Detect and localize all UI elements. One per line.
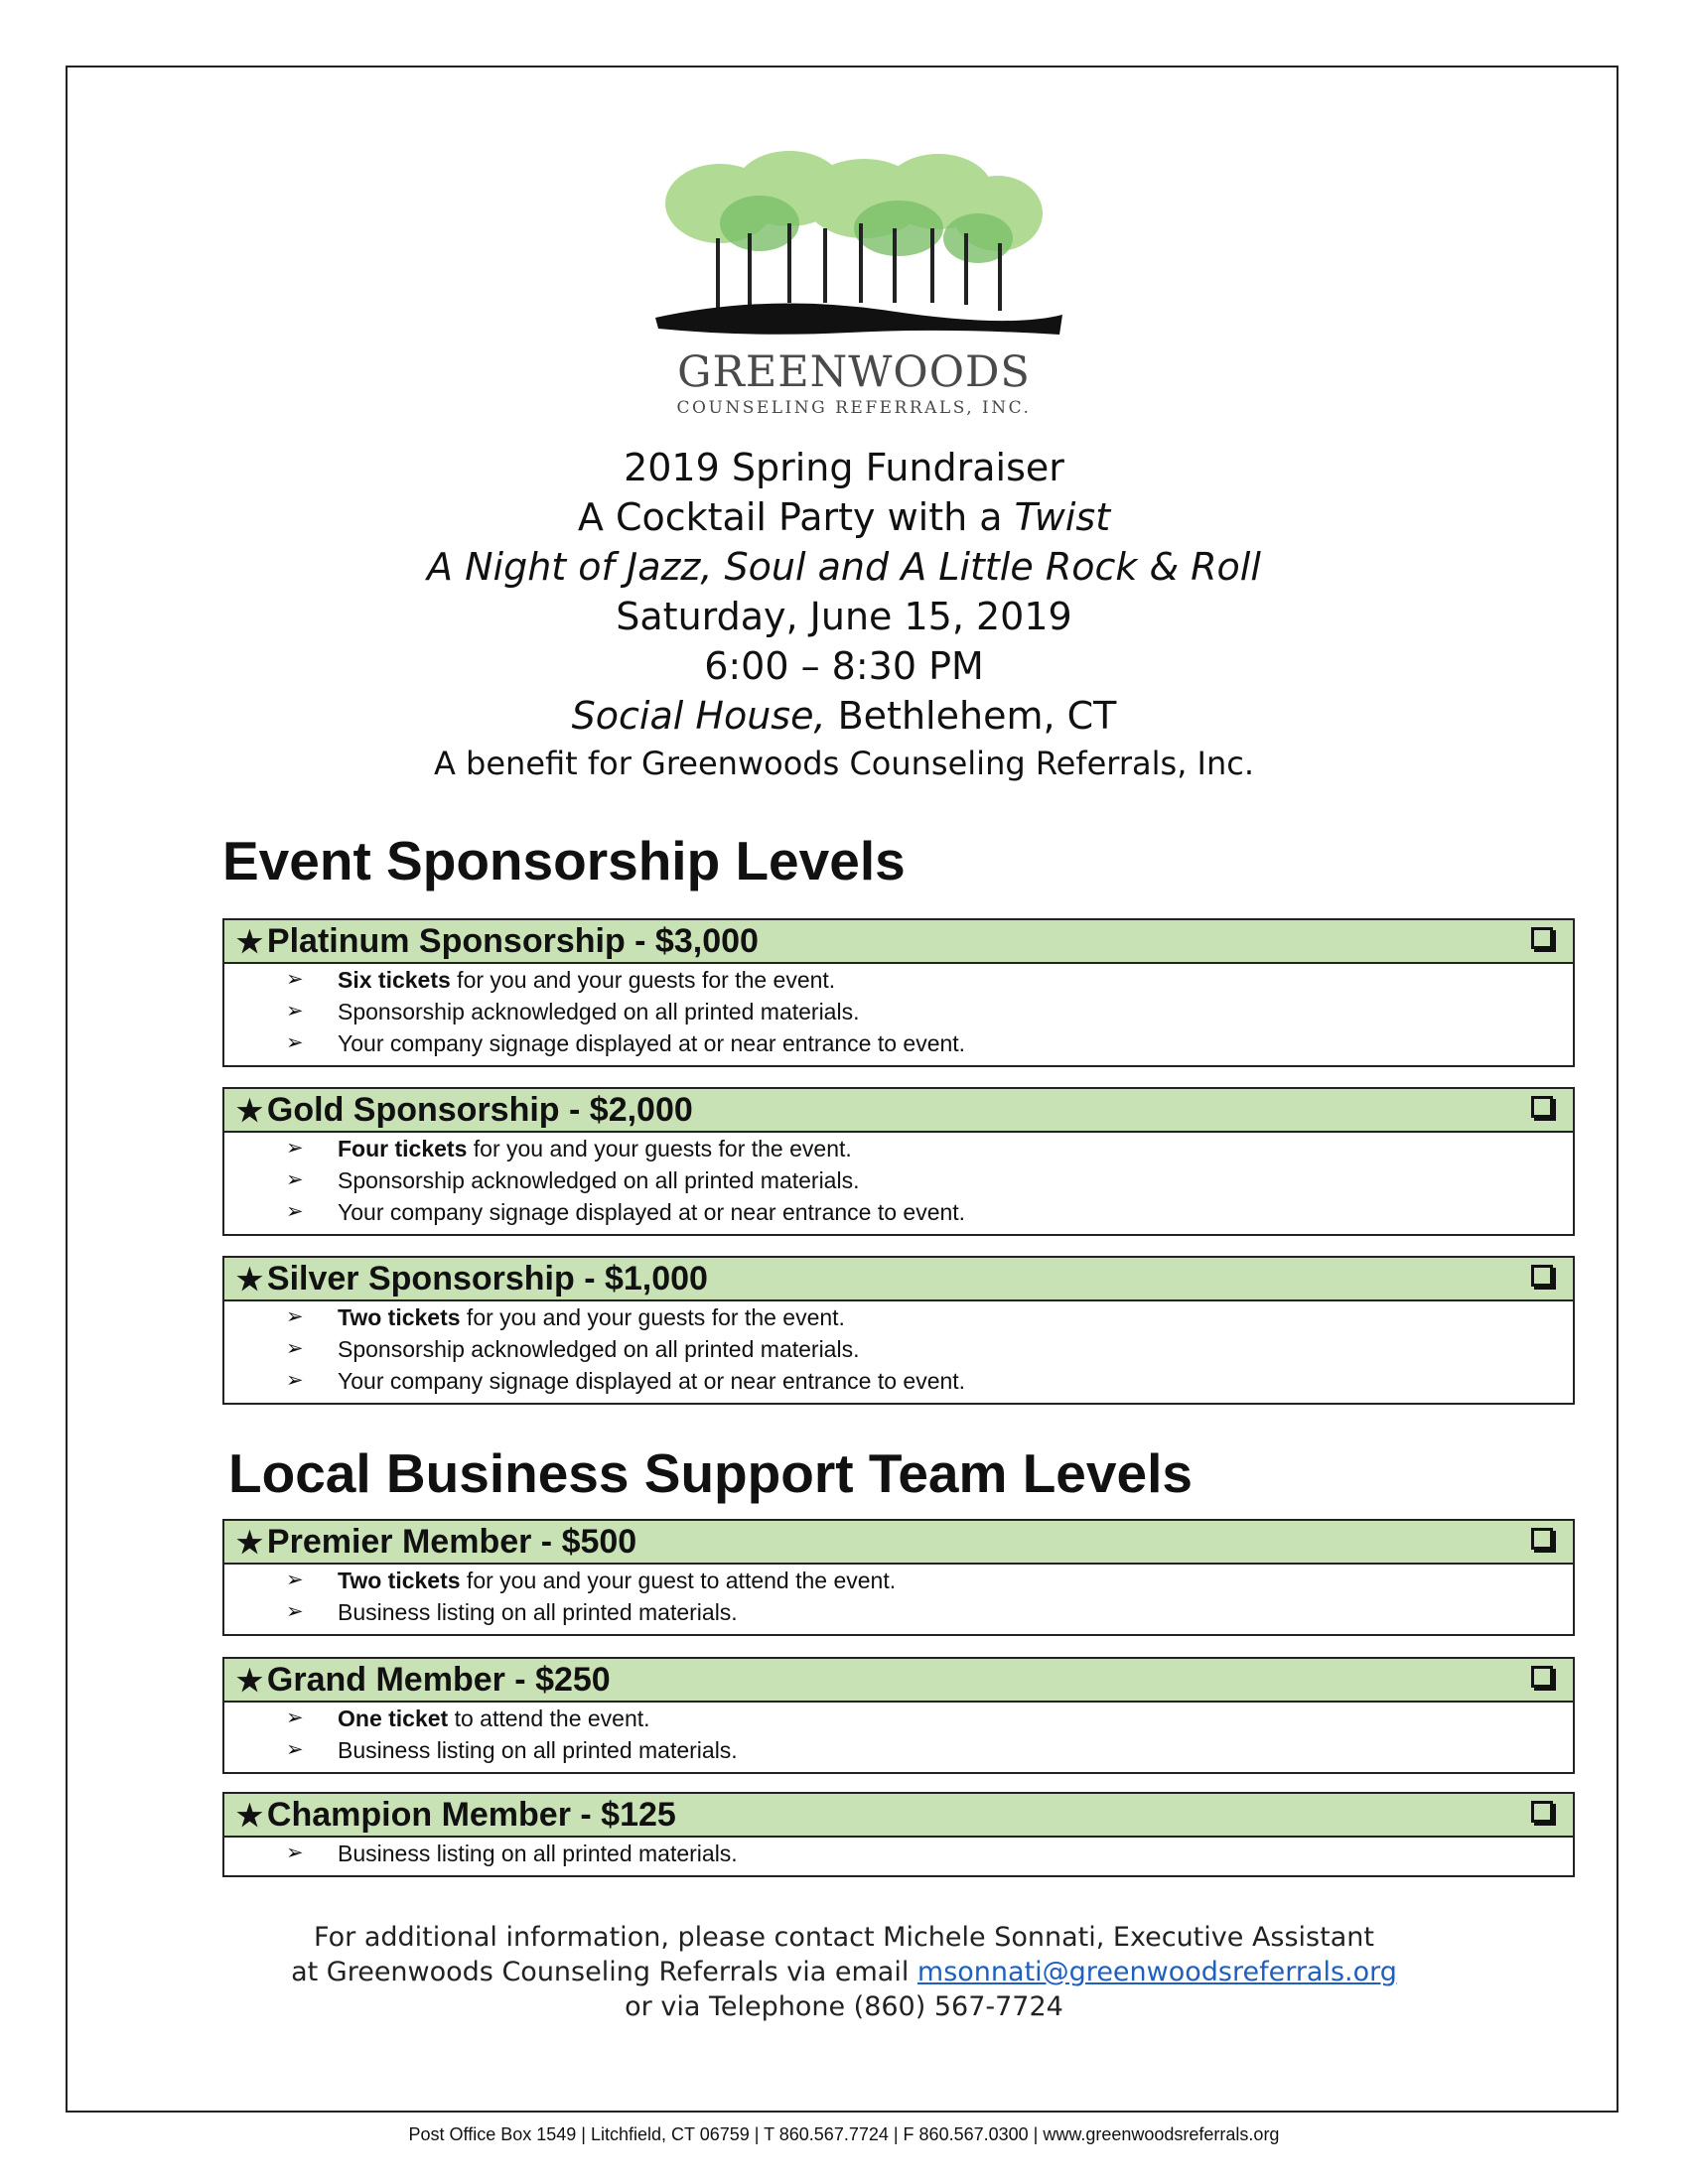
item-text xyxy=(338,999,859,1025)
item-plain-text: for you and your guests for the event. xyxy=(460,1304,845,1330)
list-item xyxy=(224,1029,1573,1061)
arrow-bullet-icon: ➢ xyxy=(286,1337,304,1360)
item-text xyxy=(338,1167,859,1194)
star-icon: ★ xyxy=(236,1264,263,1297)
level-header xyxy=(224,1258,1573,1301)
item-text xyxy=(338,1304,845,1331)
list-item xyxy=(224,1567,1573,1598)
level-items xyxy=(224,1565,1573,1634)
star-icon: ★ xyxy=(236,1665,263,1698)
sponsorship-level xyxy=(222,1792,1575,1877)
level-title xyxy=(236,1661,611,1700)
item-text xyxy=(338,1136,852,1162)
item-bold-text: Six tickets xyxy=(338,967,451,993)
arrow-bullet-icon: ➢ xyxy=(286,1600,304,1623)
level-title-text: Champion Member - $125 xyxy=(266,1796,676,1834)
contact-line-1: For additional information, please contact Michele Sonnati, Executive Assistant xyxy=(314,1922,1374,1953)
level-checkbox[interactable] xyxy=(1531,927,1553,949)
trees-logo-graphic xyxy=(650,144,1067,342)
event-title-italic: Twist xyxy=(1014,495,1111,539)
level-checkbox[interactable] xyxy=(1531,1528,1553,1550)
contact-line-2 xyxy=(248,1955,1440,1989)
item-plain-text: for you and your guests for the event. xyxy=(450,967,836,993)
level-title-text: Grand Member - $250 xyxy=(266,1661,611,1699)
item-text xyxy=(338,1336,859,1363)
list-item xyxy=(224,1840,1573,1871)
item-plain-text: to attend the event. xyxy=(448,1706,650,1731)
level-header xyxy=(224,1659,1573,1703)
contact-email-link[interactable]: msonnati@greenwoodsreferrals.org xyxy=(916,1957,1397,1987)
event-title xyxy=(298,492,1390,542)
event-info xyxy=(298,443,1390,786)
level-checkbox[interactable] xyxy=(1531,1801,1553,1823)
footer-address: Post Office Box 1549 | Litchfield, CT 06759 | T 860.567.7724 | F 860.567.0300 | www.greenwoodsreferrals.org xyxy=(408,2124,1280,2144)
level-title xyxy=(236,1091,693,1130)
sponsorship-level xyxy=(222,1087,1575,1236)
level-title xyxy=(236,1523,636,1562)
event-benefit: A benefit for Greenwoods Counseling Referrals, Inc. xyxy=(433,745,1255,782)
level-title xyxy=(236,922,759,961)
logo-subtitle: COUNSELING REFERRALS, INC. xyxy=(676,398,1032,418)
arrow-bullet-icon: ➢ xyxy=(286,1031,304,1054)
event-time: 6:00 – 8:30 PM xyxy=(704,644,984,688)
list-item xyxy=(224,998,1573,1029)
list-item xyxy=(224,1598,1573,1630)
level-title-text: Gold Sponsorship - $2,000 xyxy=(266,1091,693,1129)
sponsorship-level xyxy=(222,1256,1575,1405)
item-bold-text: One ticket xyxy=(338,1706,449,1731)
sponsorship-level xyxy=(222,1657,1575,1774)
item-plain-text: Sponsorship acknowledged on all printed materials. xyxy=(338,999,860,1024)
level-title xyxy=(236,1260,708,1298)
venue-name: Social House, xyxy=(571,694,826,738)
sponsorship-level xyxy=(222,1519,1575,1636)
item-plain-text: Your company signage displayed at or near entrance to event. xyxy=(338,1199,966,1225)
fundraiser-title: 2019 Spring Fundraiser xyxy=(624,446,1064,489)
arrow-bullet-icon: ➢ xyxy=(286,1842,304,1864)
star-icon: ★ xyxy=(236,926,263,959)
item-text xyxy=(338,1368,965,1395)
item-bold-text: Two tickets xyxy=(338,1568,461,1593)
level-header xyxy=(224,920,1573,964)
item-plain-text: Your company signage displayed at or near entrance to event. xyxy=(338,1368,966,1394)
list-item xyxy=(224,1135,1573,1166)
arrow-bullet-icon: ➢ xyxy=(286,1200,304,1223)
item-plain-text: Sponsorship acknowledged on all printed materials. xyxy=(338,1167,860,1193)
item-text xyxy=(338,1568,896,1594)
level-title-text: Premier Member - $500 xyxy=(266,1523,637,1561)
event-subtitle: A Night of Jazz, Soul and A Little Rock & Roll xyxy=(427,545,1261,589)
list-item xyxy=(224,1367,1573,1399)
item-text xyxy=(338,967,835,994)
local-business-heading: Local Business Support Team Levels xyxy=(228,1442,1193,1504)
item-text xyxy=(338,1030,965,1057)
item-plain-text: Business listing on all printed materials. xyxy=(338,1841,738,1866)
item-text xyxy=(338,1199,965,1226)
event-title-plain: A Cocktail Party with a xyxy=(577,495,1015,539)
item-plain-text: Your company signage displayed at or near entrance to event. xyxy=(338,1030,966,1056)
greenwoods-logo xyxy=(650,144,1067,422)
list-item xyxy=(224,1705,1573,1736)
item-bold-text: Two tickets xyxy=(338,1304,461,1330)
level-checkbox[interactable] xyxy=(1531,1666,1553,1688)
level-items xyxy=(224,1133,1573,1234)
level-title xyxy=(236,1796,676,1835)
level-items xyxy=(224,964,1573,1065)
arrow-bullet-icon: ➢ xyxy=(286,1569,304,1591)
item-text xyxy=(338,1841,738,1867)
level-items xyxy=(224,1838,1573,1875)
level-title-text: Platinum Sponsorship - $3,000 xyxy=(266,922,759,960)
level-items xyxy=(224,1301,1573,1403)
star-icon: ★ xyxy=(236,1527,263,1560)
level-header xyxy=(224,1794,1573,1838)
contact-line-3: or via Telephone (860) 567-7724 xyxy=(625,1991,1063,2022)
sponsorship-level xyxy=(222,918,1575,1067)
level-title-text: Silver Sponsorship - $1,000 xyxy=(266,1260,708,1297)
sponsorship-heading: Event Sponsorship Levels xyxy=(222,830,906,891)
level-checkbox[interactable] xyxy=(1531,1096,1553,1118)
item-text xyxy=(338,1706,650,1732)
logo-name: GREENWOODS xyxy=(677,347,1031,397)
arrow-bullet-icon: ➢ xyxy=(286,1369,304,1392)
event-venue xyxy=(298,691,1390,741)
list-item xyxy=(224,1335,1573,1367)
event-date: Saturday, June 15, 2019 xyxy=(616,595,1072,638)
star-icon: ★ xyxy=(236,1800,263,1833)
star-icon: ★ xyxy=(236,1095,263,1128)
item-plain-text: for you and your guests for the event. xyxy=(467,1136,852,1161)
list-item xyxy=(224,1166,1573,1198)
item-bold-text: Four tickets xyxy=(338,1136,468,1161)
item-plain-text: Sponsorship acknowledged on all printed materials. xyxy=(338,1336,860,1362)
list-item xyxy=(224,966,1573,998)
arrow-bullet-icon: ➢ xyxy=(286,968,304,991)
list-item xyxy=(224,1736,1573,1768)
level-checkbox[interactable] xyxy=(1531,1265,1553,1287)
contact-info xyxy=(248,1920,1440,2024)
list-item xyxy=(224,1198,1573,1230)
arrow-bullet-icon: ➢ xyxy=(286,1000,304,1023)
level-header xyxy=(224,1089,1573,1133)
venue-city: Bethlehem, CT xyxy=(825,694,1117,738)
arrow-bullet-icon: ➢ xyxy=(286,1738,304,1761)
item-plain-text: Business listing on all printed materials. xyxy=(338,1599,738,1625)
contact-line-2-prefix: at Greenwoods Counseling Referrals via email xyxy=(291,1957,917,1987)
item-plain-text: for you and your guest to attend the event. xyxy=(460,1568,897,1593)
item-plain-text: Business listing on all printed materials. xyxy=(338,1737,738,1763)
arrow-bullet-icon: ➢ xyxy=(286,1305,304,1328)
level-header xyxy=(224,1521,1573,1565)
arrow-bullet-icon: ➢ xyxy=(286,1137,304,1160)
item-text xyxy=(338,1737,738,1764)
item-text xyxy=(338,1599,738,1626)
arrow-bullet-icon: ➢ xyxy=(286,1168,304,1191)
list-item xyxy=(224,1303,1573,1335)
arrow-bullet-icon: ➢ xyxy=(286,1706,304,1729)
level-items xyxy=(224,1703,1573,1772)
